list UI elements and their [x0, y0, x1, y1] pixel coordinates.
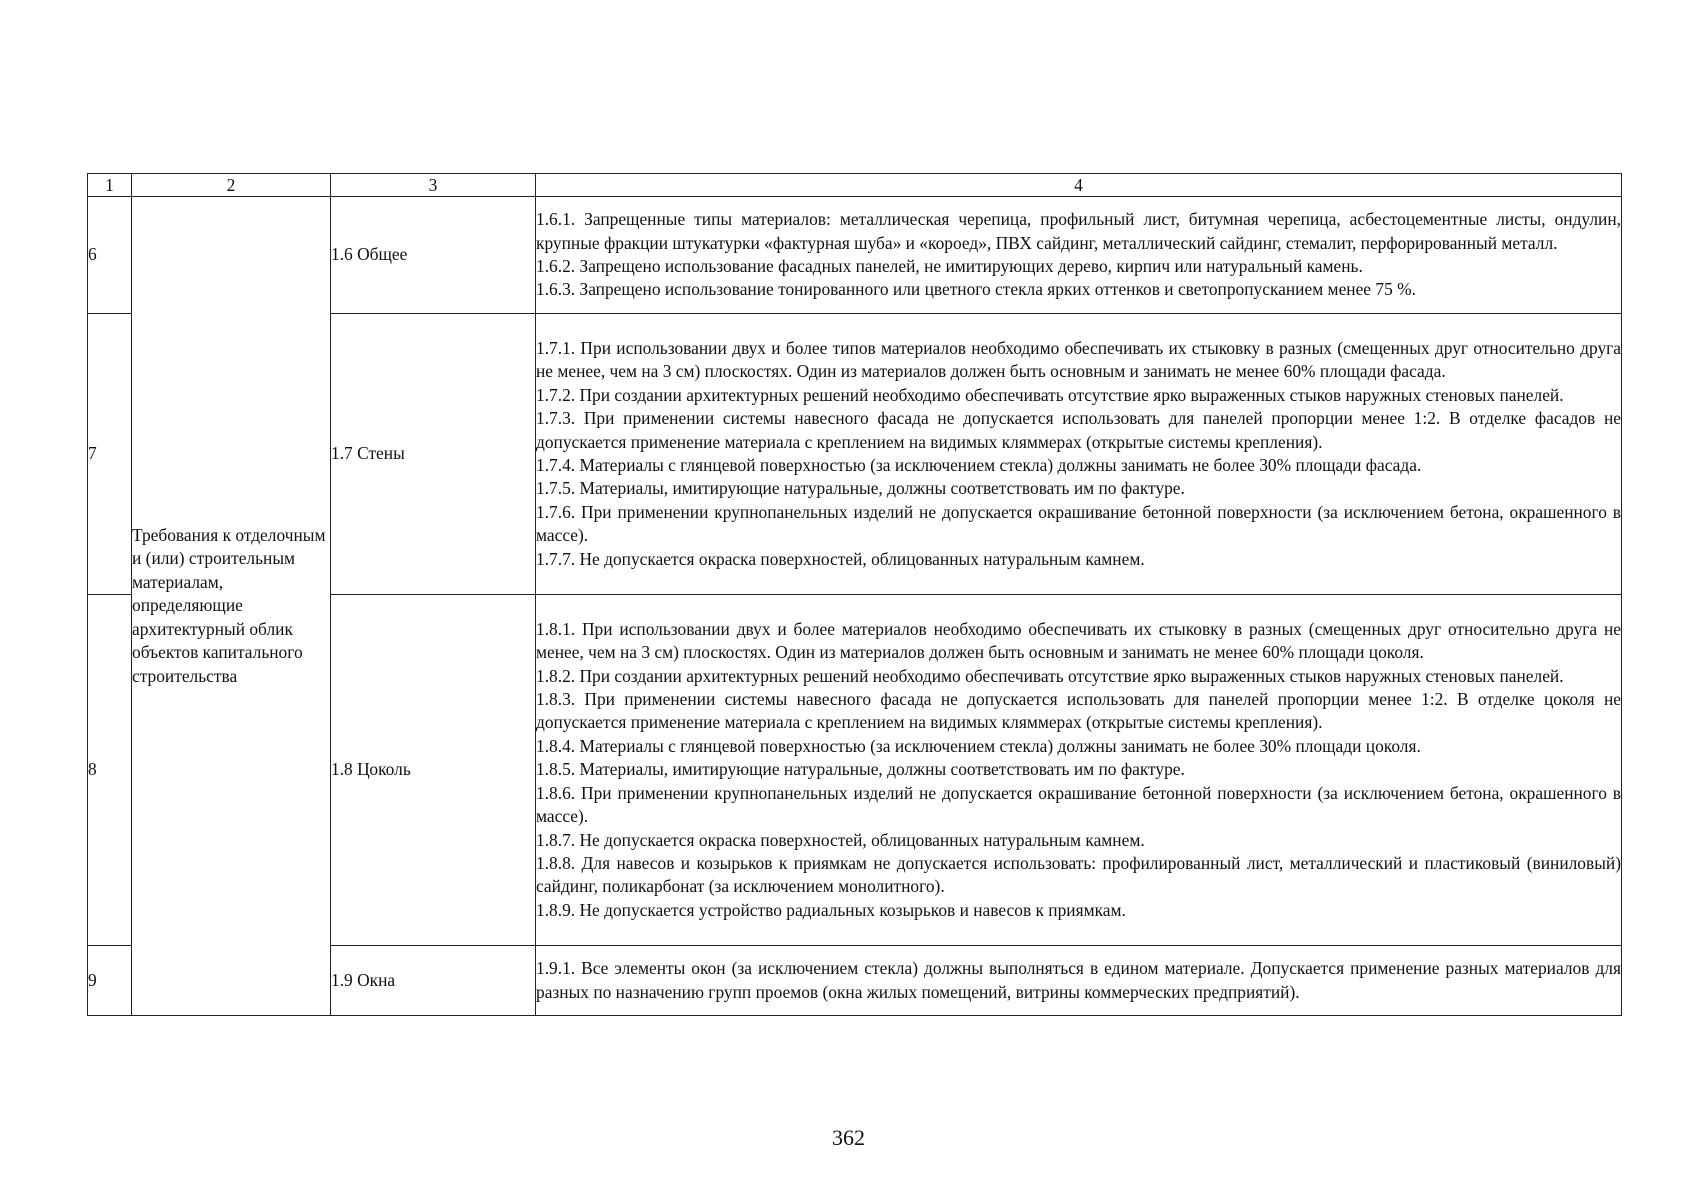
section-title: 1.8 Цоколь	[331, 595, 536, 946]
requirement-item: 1.8.3. При применении системы навесного фасада не допускается использовать для панелей пропорции менее 1:2. В отделке цоколя не допускается применение материала с креплением на видимых кляммерах (открытые системы крепления).	[536, 689, 1621, 733]
header-row	[88, 174, 1622, 197]
requirements-text	[536, 946, 1622, 1016]
requirement-item: 1.8.5. Материалы, имитирующие натуральные, должны соответствовать им по фактуре.	[536, 759, 1185, 780]
requirement-item: 1.7.4. Материалы с глянцевой поверхностью (за исключением стекла) должны занимать не более 30% площади фасада.	[536, 455, 1422, 475]
requirement-item: 1.7.3. При применении системы навесного фасада не допускается использовать для панелей пропорции менее 1:2. В отделке фасадов не допускается применение материала с креплением на видимых кляммерах (открытые системы крепления).	[536, 408, 1621, 452]
requirements-text	[536, 595, 1622, 946]
requirement-item: 1.8.8. Для навесов и козырьков к приямкам не допускается использовать: профилированный лист, металлический и пластиковый (виниловый) сайдинг, поликарбонат (за исключением монолитного).	[536, 852, 1621, 897]
header-cell: 2	[132, 174, 331, 197]
row-number: 9	[88, 946, 132, 1016]
requirement-item: 1.7.2. При создании архитектурных решений необходимо обеспечивать отсутствие ярко выраженных стыков наружных стеновых панелей.	[536, 384, 1564, 405]
requirement-item: 1.7.5. Материалы, имитирующие натуральные, должны соответствовать им по фактуре.	[536, 478, 1185, 499]
section-title: 1.7 Стены	[331, 314, 536, 595]
requirement-item: 1.8.1. При использовании двух и более материалов необходимо обеспечивать их стыковку в разных (смещенных друг относительно друга не менее, чем на 3 см) плоскостях. Один из материалов должен быть основным и занимать не менее 60% площади цоколя.	[536, 618, 1621, 663]
section-title: 1.6 Общее	[331, 197, 536, 314]
header-cell: 4	[536, 174, 1622, 197]
section-title: 1.9 Окна	[331, 946, 536, 1016]
requirement-item: 1.8.6. При применении крупнопанельных изделий не допускается окрашивание бетонной поверхности (за исключением бетона, окрашенного в массе).	[536, 782, 1621, 827]
table-row	[88, 197, 1622, 314]
requirement-item: 1.8.9. Не допускается устройство радиальных козырьков и навесов к приямкам.	[536, 899, 1126, 920]
requirement-item: 1.7.7. Не допускается окраска поверхностей, облицованных натуральным камнем.	[536, 548, 1145, 569]
row-number: 8	[88, 595, 132, 946]
header-cell: 3	[331, 174, 536, 197]
requirement-item: 1.6.2. Запрещено использование фасадных панелей, не имитирующих дерево, кирпич или натуральный камень.	[536, 256, 1363, 276]
requirement-item: 1.8.2. При создании архитектурных решений необходимо обеспечивать отсутствие ярко выраженных стыков наружных стеновых панелей.	[536, 665, 1564, 686]
requirement-item: 1.8.7. Не допускается окраска поверхностей, облицованных натуральным камнем.	[536, 829, 1145, 850]
row-number: 6	[88, 197, 132, 314]
requirements-text	[536, 197, 1622, 314]
row-number: 7	[88, 314, 132, 595]
requirement-item: 1.6.1. Запрещенные типы материалов: металлическая черепица, профильный лист, битумная черепица, асбестоцементные листы, ондулин, крупные фракции штукатурки «фактурная шуба» и «короед», ПВХ сайдинг, металлический сайдинг, стемалит, перфорированный металл.	[536, 209, 1621, 253]
requirement-item: 1.9.1. Все элементы окон (за исключением стекла) должны выполняться в едином материале. Допускается применение разных материалов для разных по назначению групп проемов (окна жилых помещений, витрины коммерческих предприятий).	[536, 958, 1621, 1002]
requirements-table	[87, 173, 1622, 1016]
requirements-text	[536, 314, 1622, 595]
requirements-group-label: Требования к отделочным и (или) строительным материалам, определяющие архитектурный облик объектов капитального строительства	[132, 197, 331, 1016]
page-number: 362	[832, 1125, 865, 1150]
header-cell: 1	[88, 174, 132, 197]
requirement-item: 1.7.1. При использовании двух и более типов материалов необходимо обеспечивать их стыковку в разных (смещенных друг относительно друга не менее, чем на 3 см) плоскостях. Один из материалов должен быть основным и занимать не менее 60% площади фасада.	[536, 337, 1621, 382]
requirement-item: 1.7.6. При применении крупнопанельных изделий не допускается окрашивание бетонной поверхности (за исключением бетона, окрашенного в массе).	[536, 501, 1621, 546]
requirement-item: 1.8.4. Материалы с глянцевой поверхностью (за исключением стекла) должны занимать не более 30% площади цоколя.	[536, 735, 1421, 756]
requirement-item: 1.6.3. Запрещено использование тонированного или цветного стекла ярких оттенков и светопропусканием менее 75 %.	[536, 279, 1416, 300]
